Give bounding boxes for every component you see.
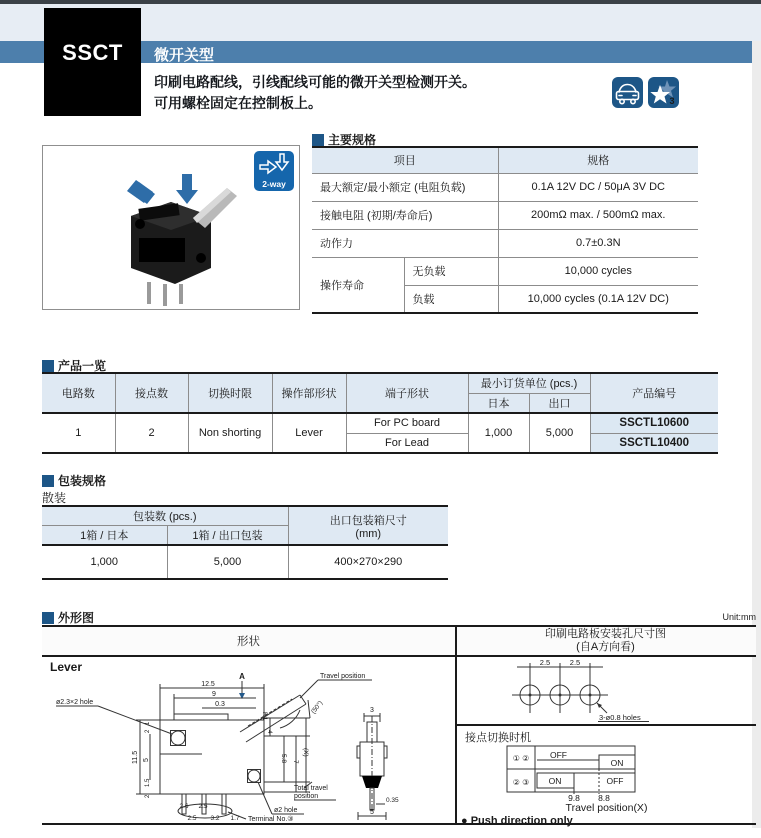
table-row	[42, 545, 448, 579]
spec-value: 10,000 cycles	[498, 257, 698, 285]
dim-bottom-d5: 1.7	[230, 815, 240, 822]
push-direction-text: Push direction only	[470, 815, 573, 827]
part-number: SSCTL10600	[590, 413, 718, 433]
car-icon	[612, 77, 643, 108]
description-line2: 可用螺栓固定在控制板上。	[154, 95, 322, 111]
table-row	[312, 229, 698, 257]
timing-row1-left-state: OFF	[550, 750, 567, 760]
val-contacts: 2	[115, 413, 188, 453]
carton-header-line1: 出口包装箱尺寸	[329, 514, 407, 527]
dim-top-width: 12.5	[201, 681, 215, 688]
right-cell-divider	[457, 724, 756, 726]
dim-bottom-d1: 2.6	[179, 803, 189, 810]
lever-outline-drawing	[42, 670, 455, 822]
pcb-dim-2: 2.5	[569, 658, 581, 667]
dim-right-d3: 7	[292, 760, 299, 764]
spec-subitem: 负载	[404, 285, 498, 313]
table-row	[312, 173, 698, 201]
packing-table	[42, 505, 448, 580]
travel-position-axis-label: Travel position(X)	[565, 802, 648, 814]
spec-item: 最大额定/最小额定 (电阻负载)	[312, 173, 498, 201]
hole2-label: ø2 hole	[274, 807, 298, 814]
dim-side-top: 3	[370, 707, 374, 714]
timing-row2-right-state: OFF	[606, 776, 624, 786]
dim-left-b2: 2	[145, 794, 151, 798]
dim-right-d1: 4	[266, 730, 273, 734]
pcb-header-line2: (自A方向看)	[576, 641, 635, 653]
timing-row2-left-state: ON	[548, 776, 562, 786]
specs-title-text: 主要规格	[328, 133, 377, 147]
spec-item: 操作寿命	[312, 257, 404, 313]
model-box	[44, 8, 141, 116]
dim-inner-width: 9	[212, 691, 216, 698]
shape-header: 形状	[237, 636, 260, 648]
unit-label: Unit:mm	[722, 612, 756, 622]
dim-side-pin: 0.35	[386, 797, 399, 804]
a-direction-marker: A	[239, 672, 245, 681]
specs-col-spec: 规格	[498, 147, 698, 173]
outline-header-row	[42, 627, 756, 657]
spec-value: 200mΩ max. / 500mΩ max.	[498, 201, 698, 229]
pcb-header-line1: 印刷电路板安装孔尺寸图	[545, 628, 666, 640]
dim-left-inner: 5	[143, 758, 150, 762]
section-marker-icon	[312, 134, 324, 146]
pcb-dim-1: 2.5	[539, 658, 551, 667]
val-actuator: Lever	[272, 413, 346, 453]
contact-timing-chart	[457, 742, 756, 802]
val-japan-qty: 1,000	[468, 413, 529, 453]
two-way-label: 2-way	[262, 179, 286, 189]
push-direction-arrows	[127, 174, 198, 204]
dim-bottom-d3: 2.5	[187, 815, 197, 822]
val-circuits: 1	[42, 413, 115, 453]
contact-timing-label: 接点切换时机	[465, 732, 531, 744]
col-circuits: 电路数	[42, 373, 115, 413]
total-travel-label-1: Total travel	[294, 785, 328, 792]
packing-title-text: 包装规格	[58, 474, 107, 488]
carton-size: 400×270×290	[288, 545, 448, 579]
lever-label: Lever	[50, 660, 83, 674]
switch-illustration	[131, 188, 237, 306]
dim-offset: 0.3	[215, 701, 225, 708]
dim-lever-r: R1	[261, 712, 268, 721]
table-row	[42, 413, 718, 433]
spec-value: 0.7±0.3N	[498, 229, 698, 257]
page-title: 微开关型	[154, 47, 215, 64]
bullet-icon: ●	[461, 815, 468, 827]
lever-drawing-cell	[42, 657, 455, 823]
col-export: 出口	[529, 393, 590, 413]
dim-x-mark: (X)	[302, 748, 309, 757]
dim-right-d2: 5.8	[280, 754, 287, 764]
val-export-qty: 5,000	[529, 413, 590, 453]
section-marker-icon	[42, 612, 54, 624]
spec-item: 接触电阻 (初期/寿命后)	[312, 201, 498, 229]
outline-drawing-table	[42, 625, 756, 825]
japan-box-header: 1箱 / 日本	[42, 526, 167, 546]
dim-bottom-d4: 3.2	[210, 815, 220, 822]
description-line1: 印刷电路配线，引线配线可能的微开关型检测开关。	[154, 74, 476, 90]
japan-qty: 1,000	[42, 545, 167, 579]
packing-section-title	[42, 472, 106, 489]
col-min-order: 最小订货单位 (pcs.)	[468, 373, 590, 393]
hole23-label: ø2.3×2 hole	[56, 699, 94, 706]
carton-header	[288, 506, 448, 545]
pcb-timing-cell	[457, 657, 756, 827]
outline-section-title	[42, 609, 94, 626]
push-direction-note	[461, 815, 573, 827]
travel-position-label: Travel position	[320, 673, 366, 680]
timing-row1-right-state: ON	[610, 758, 624, 768]
val-terminal: For Lead	[346, 433, 468, 453]
product-list-table	[42, 372, 718, 454]
main-specs-table	[312, 146, 698, 314]
dim-left-t1: 1	[145, 721, 151, 725]
timing-pos2: 8.8	[598, 793, 610, 802]
star-level: 3	[669, 96, 675, 106]
col-terminal: 端子形状	[346, 373, 468, 413]
pcb-hole-diagram	[457, 657, 756, 724]
timing-row2-contacts: ② ③	[512, 778, 530, 787]
table-row	[312, 201, 698, 229]
two-way-icon	[254, 151, 294, 191]
carton-header-line2: (mm)	[355, 527, 382, 540]
model-name: SSCT	[62, 40, 123, 65]
col-japan: 日本	[468, 393, 529, 413]
section-marker-icon	[42, 360, 54, 372]
dim-angle: (50°)	[310, 699, 325, 716]
star-icon	[648, 77, 679, 108]
col-actuator: 操作部形状	[272, 373, 346, 413]
pcb-header	[455, 627, 756, 655]
product-list-title-text: 产品一览	[58, 359, 107, 373]
spec-subitem: 无负载	[404, 257, 498, 285]
automotive-badge	[612, 77, 643, 108]
dim-left-overall: 11.5	[132, 750, 139, 764]
col-part-no: 产品编号	[590, 373, 718, 413]
terminal-no-label: Terminal No.③	[248, 816, 294, 822]
specs-col-item: 项目	[312, 147, 498, 173]
dim-bottom-d2: 2.5	[198, 803, 208, 810]
spec-value: 0.1A 12V DC / 50μA 3V DC	[498, 173, 698, 201]
section-marker-icon	[42, 475, 54, 487]
total-travel-label-2: position	[294, 793, 319, 800]
timing-pos1: 9.8	[568, 793, 580, 802]
col-switching: 切换时限	[188, 373, 272, 413]
export-box-header: 1箱 / 出口包装	[167, 526, 288, 546]
two-way-arrows-icon	[254, 151, 294, 179]
application-badges	[612, 77, 679, 108]
dim-left-b1: 1.5	[145, 778, 151, 787]
col-contacts: 接点数	[115, 373, 188, 413]
outline-title-text: 外形图	[58, 611, 95, 625]
val-switching: Non shorting	[188, 413, 272, 453]
part-number: SSCTL10400	[590, 433, 718, 453]
pcb-holes-label: 3-ø0.8 holes	[599, 713, 641, 722]
product-description	[154, 72, 476, 114]
val-terminal: For PC board	[346, 413, 468, 433]
timing-row1-contacts: ① ②	[512, 754, 530, 763]
table-row	[312, 257, 698, 285]
dim-left-t2: 2	[145, 729, 151, 733]
spec-item: 动作力	[312, 229, 498, 257]
star-rating-badge	[648, 77, 679, 108]
export-qty: 5,000	[167, 545, 288, 579]
spec-value: 10,000 cycles (0.1A 12V DC)	[498, 285, 698, 313]
qty-header: 包装数 (pcs.)	[42, 506, 288, 526]
product-photo-frame	[42, 145, 300, 310]
dim-side-bottom: 5	[370, 809, 374, 816]
packing-subtitle: 散装	[42, 491, 67, 505]
